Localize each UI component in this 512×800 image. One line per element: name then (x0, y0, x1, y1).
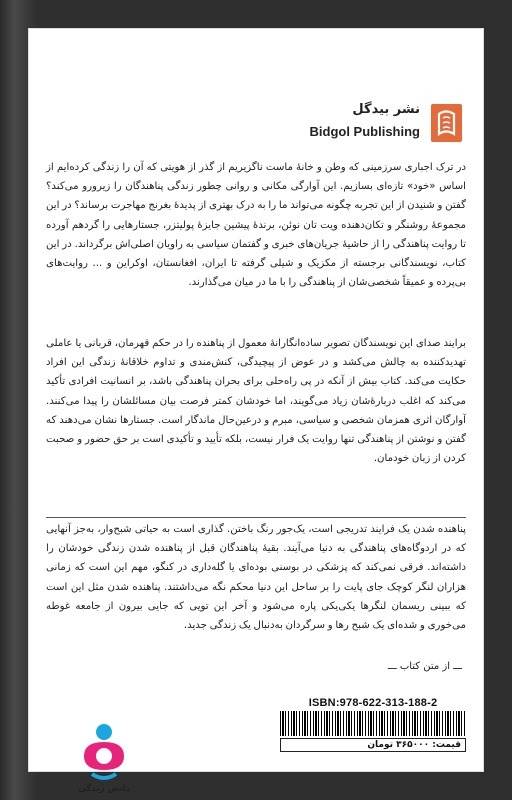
imprint-figure-icon (74, 720, 134, 782)
excerpt-source: ـــ از متن کتاب ـــ (387, 661, 462, 672)
description-paragraph-2: برایند صدای این نویسندگان تصویر ساده‌انگارانهٔ معمول از پناهنده را در حکم قهرمان، قربانی یا عاملی تهدیدکننده به چالش می‌کشد و در عوض از پیچیدگی، کنش‌مندی و تداوم خلاقانهٔ زندگی این افراد حکایت می‌کند. کتاب بیش از آنکه در پی راه‌حلی برای بحران پناهندگی باشد، بر انسانیت افرادی تأکید می‌کند که اغلب دربارهٔ‌شان زیاد می‌گویند، اما خودشان کمتر فرصت بیان مسائلشان را پیدا می‌کنند. آوارگان اثری همزمان شخصی و سیاسی، مبرم و درعین‌حال ماندگار است. جستارها نشان می‌دهند که گفتن و نوشتن از پناهندگی تنها روایت یک فرار نیست، بلکه تأیید و تأکیدی است بر حق حضور و صحبت کردن از زبان خودمان. (46, 338, 466, 465)
section-divider (46, 517, 466, 518)
isbn-barcode-block (280, 697, 466, 753)
imprint-logo (74, 720, 134, 800)
publisher-logo-icon (431, 104, 462, 142)
price-label: قیمت: ۳۶۵۰۰۰ تومان (280, 738, 466, 752)
description-paragraph-1: در ترک اجباری سرزمینی که وطن و خانهٔ ماست ناگزیریم از گذر از هویتی که آن را زندگی کرده‌ایم از اساس «خود» تازه‌ای بسازیم. این آوارگی مکانی و روانی چطور زندگی پناهندگان را زیرورو می‌کند؟ گفتن و شنیدن از این تجربه چگونه می‌تواند ما را به درک بهتری از پدیدهٔ بغرنج مهاجرت برساند؟ در این مجموعهٔ روشنگر و تکان‌دهنده ویت تان نوئن، برندهٔ پیشین جایزهٔ پولیتزر، جستارهایی را گردهم آورده تا روایت پناهندگی را از حاشیهٔ جریان‌های خبری و گفتمان سیاسی به راویان اصلی‌اش برگرداند. در این کتاب، نویسندگانی برجسته از مکزیک و شیلی گرفته تا ایران، افغانستان، اوکراین و ... روایت‌های بی‌پرده و عمیقاً شخصی‌شان از پناهندگی را با ما در میان می‌گذارند. (46, 162, 466, 289)
isbn-number: ISBN:978-622-313-188-2 (308, 697, 438, 709)
publisher-name-en: Bidgol Publishing (309, 124, 420, 139)
imprint-label: دانش زندگی (78, 784, 130, 794)
excerpt-paragraph: پناهنده شدن یک فرایند تدریجی است، یک‌جور رنگ باختن. گذاری است به حیاتی شبح‌وار، به‌جز آنهایی که در اردوگاه‌های پناهندگی به دنیا می‌آیند. بقیهٔ پناهندگان قبل از پناهنده شدن زندگی خودشان را داشته‌اند. فرقی نمی‌کند که پزشکی در بوسنی بوده‌ای یا گله‌داری در کنگو، مهم این است که زمانی هزاران لنگر کوچک جای پایت را بر ساحل این دنیا محکم نگه می‌داشتند. پناهنده شدن مثل این است که ببینی ریسمان لنگرها یکی‌یکی پاره می‌شود و آخر این تویی که جایی بیرون از جامعه غوطه می‌خوری و شده‌ای یک شبح رها و سرگردان به‌دنبال یک زندگی جدید. (46, 524, 466, 632)
back-cover (28, 28, 484, 794)
publisher-header (262, 96, 462, 152)
publisher-name-fa: نشر بیدگل (352, 102, 420, 117)
barcode (280, 711, 466, 736)
